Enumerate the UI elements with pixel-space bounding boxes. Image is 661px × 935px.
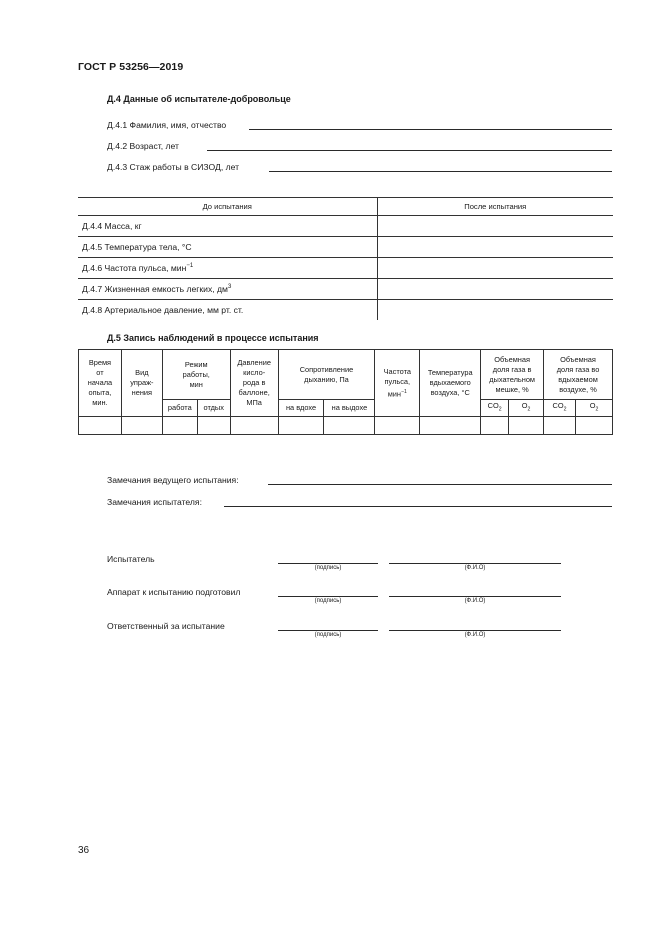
col-gas-in-bag: Объемная доля газа в дыхательном мешке, %	[481, 350, 544, 400]
field-line-experience[interactable]	[269, 171, 612, 172]
signature-caption: (подпись)	[314, 565, 342, 571]
signature-caption: (подпись)	[314, 632, 342, 638]
cell-work[interactable]	[162, 417, 197, 435]
field-label-experience: Д.4.3 Стаж работы в СИЗОД, лет	[107, 162, 240, 172]
name-line-responsible[interactable]	[389, 630, 561, 631]
col-oxygen-pressure: Давление кисло- рода в баллоне, МПа	[230, 350, 278, 417]
cell-rest[interactable]	[197, 417, 230, 435]
signature-line-tester[interactable]	[278, 563, 378, 564]
row-label-temperature: Д.4.5 Температура тела, °С	[78, 237, 377, 258]
signature-line-responsible[interactable]	[278, 630, 378, 631]
signature-label-tester: Испытатель	[107, 554, 155, 564]
section-d4-title: Д.4 Данные об испытателе-добровольце	[107, 94, 291, 104]
name-line-preparer[interactable]	[389, 596, 561, 597]
remarks-tester-label: Замечания испытателя:	[107, 497, 202, 507]
subcol-rest: отдых	[197, 400, 230, 417]
cell-after-pulse[interactable]	[377, 258, 613, 279]
page-number: 36	[78, 845, 90, 856]
cell-exercise-type[interactable]	[121, 417, 162, 435]
signature-caption: (подпись)	[314, 598, 342, 604]
subcol-inhale: на вдохе	[278, 400, 324, 417]
row-label-blood-pressure: Д.4.8 Артериальное давление, мм рт. ст.	[78, 300, 377, 321]
cell-after-blood-pressure[interactable]	[377, 300, 613, 321]
name-caption: (Ф.И.О)	[464, 632, 486, 638]
table-row	[78, 258, 613, 279]
cell-after-lung-capacity[interactable]	[377, 279, 613, 300]
table-row	[78, 300, 613, 321]
section-d5-title: Д.5 Запись наблюдений в процессе испытания	[107, 333, 319, 343]
row-label-pulse: Д.4.6 Частота пульса, мин$^{-1}$	[78, 258, 377, 279]
subcol-bag-co2: $CO_2$	[481, 400, 509, 417]
cell-bag-o2[interactable]	[509, 417, 544, 435]
field-line-age[interactable]	[207, 150, 612, 151]
field-label-full-name: Д.4.1 Фамилия, имя, отчество	[107, 120, 227, 130]
subcol-work: работа	[162, 400, 197, 417]
cell-exhale[interactable]	[324, 417, 375, 435]
subcol-air-co2: $CO_2$	[544, 400, 576, 417]
signature-label-responsible: Ответственный за испытание	[107, 621, 225, 631]
cell-oxygen-pressure[interactable]	[230, 417, 278, 435]
col-breathing-resistance: Сопротивление дыханию, Па	[278, 350, 375, 400]
table-row	[78, 216, 613, 237]
cell-bag-co2[interactable]	[481, 417, 509, 435]
name-line-tester[interactable]	[389, 563, 561, 564]
col-inhaled-air-temperature: Температура вдыхаемого воздуха, °С	[420, 350, 481, 417]
col-gas-in-inhaled-air: Объемная доля газа во вдыхаемом воздухе, %	[544, 350, 613, 400]
table-row	[79, 417, 613, 435]
subcol-bag-o2: $O_2$	[509, 400, 544, 417]
cell-inhale[interactable]	[278, 417, 324, 435]
table-row	[78, 279, 613, 300]
remarks-leader-label: Замечания ведущего испытания:	[107, 475, 239, 485]
row-label-lung-capacity: Д.4.7 Жизненная емкость легких, $дм^3$	[78, 279, 377, 300]
observation-table	[78, 349, 613, 435]
col-before-test: До испытания	[78, 198, 377, 216]
row-label-mass: Д.4.4 Масса, кг	[78, 216, 377, 237]
document-code: ГОСТ Р 53256—2019	[78, 61, 184, 73]
signature-line-preparer[interactable]	[278, 596, 378, 597]
tester-data-table	[78, 197, 613, 320]
cell-time[interactable]	[79, 417, 122, 435]
col-time: Время от начала опыта, мин.	[79, 350, 122, 417]
remarks-leader-line[interactable]	[268, 484, 612, 485]
subcol-exhale: на выдохе	[324, 400, 375, 417]
cell-air-co2[interactable]	[544, 417, 576, 435]
col-work-mode: Режим работы, мин	[162, 350, 230, 400]
col-pulse-rate: Частота пульса, мин$^{-1}$	[375, 350, 420, 417]
col-exercise-type: Вид упраж- нения	[121, 350, 162, 417]
cell-temperature[interactable]	[420, 417, 481, 435]
remarks-tester-line[interactable]	[224, 506, 612, 507]
field-label-age: Д.4.2 Возраст, лет	[107, 141, 179, 151]
signature-label-preparer: Аппарат к испытанию подготовил	[107, 587, 241, 597]
col-after-test: После испытания	[377, 198, 613, 216]
cell-pulse[interactable]	[375, 417, 420, 435]
cell-air-o2[interactable]	[576, 417, 613, 435]
table-row	[78, 237, 613, 258]
name-caption: (Ф.И.О)	[464, 598, 486, 604]
cell-after-mass[interactable]	[377, 216, 613, 237]
cell-after-temperature[interactable]	[377, 237, 613, 258]
field-line-full-name[interactable]	[249, 129, 612, 130]
subcol-air-o2: $O_2$	[576, 400, 613, 417]
name-caption: (Ф.И.О)	[464, 565, 486, 571]
